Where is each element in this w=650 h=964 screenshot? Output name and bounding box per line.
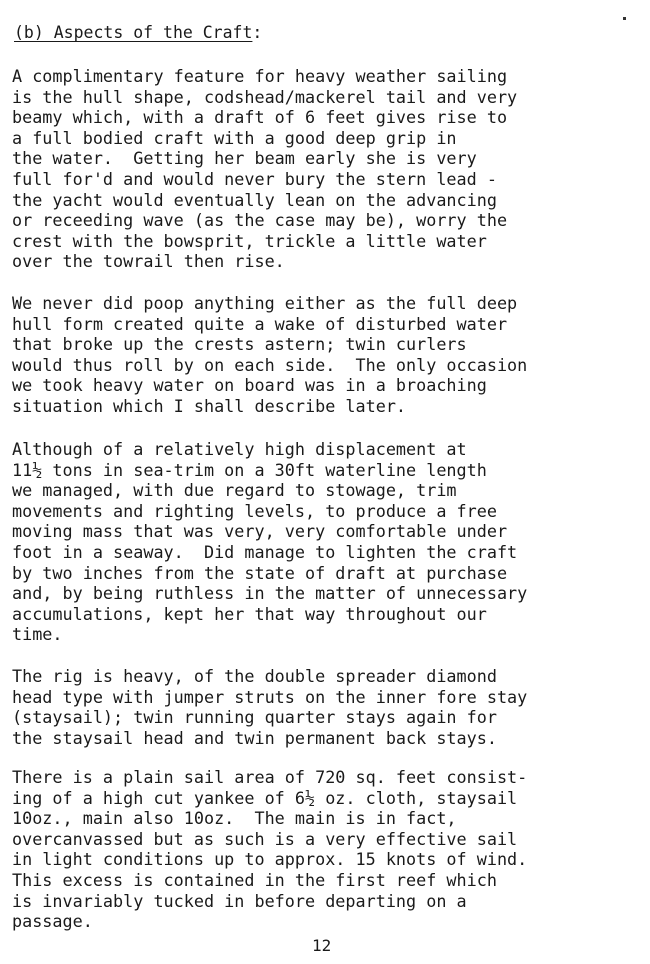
text-line: the yacht would eventually lean on the advancing xyxy=(12,189,497,210)
text-line: is invariably tucked in before departing on a xyxy=(12,890,467,911)
page-number: 12 xyxy=(312,936,332,955)
text-line: The rig is heavy, of the double spreader diamond xyxy=(12,666,497,686)
section-heading-colon: : xyxy=(252,23,263,42)
text-line: accumulations, kept her that way throughout our xyxy=(12,603,487,624)
paragraph-wake xyxy=(12,293,648,417)
text-line: full for'd and would never bury the stern lead - xyxy=(12,168,497,189)
paragraph-sail-area xyxy=(12,767,648,932)
text-line: that broke up the crests astern; twin curlers xyxy=(12,334,467,355)
text-line: head type with jumper struts on the inner fore stay xyxy=(12,686,528,707)
text-line: Although of a relatively high displacement at xyxy=(12,439,467,459)
text-line: crest with the bowsprit, trickle a little water xyxy=(12,230,487,251)
text-line: moving mass that was very, very comfortable under xyxy=(12,521,508,542)
text-line: A complimentary feature for heavy weather sailing xyxy=(12,66,508,86)
text-line: over the towrail then rise. xyxy=(12,251,285,272)
text-line: ing of a high cut yankee of 6½ oz. cloth, staysail xyxy=(12,787,518,808)
text-line: 11½ tons in sea-trim on a 30ft waterline length xyxy=(12,459,487,480)
text-line: by two inches from the state of draft at purchase xyxy=(12,562,508,583)
text-line: hull form created quite a wake of disturbed water xyxy=(12,313,508,334)
text-line: and, by being ruthless in the matter of unnecessary xyxy=(12,583,528,604)
section-heading-text: (b) Aspects of the Craft xyxy=(14,23,253,42)
text-line: We never did poop anything either as the full deep xyxy=(12,293,518,313)
scan-speck xyxy=(623,17,626,20)
paragraph-displacement xyxy=(12,439,648,645)
section-heading xyxy=(14,22,262,44)
text-line: we took heavy water on board was in a broaching xyxy=(12,375,487,396)
text-line: or receeding wave (as the case may be), worry the xyxy=(12,210,508,231)
text-line: (staysail); twin running quarter stays again for xyxy=(12,707,497,728)
paragraph-hull-shape xyxy=(12,66,648,272)
text-line: overcanvassed but as such is a very effective sail xyxy=(12,828,518,849)
text-line: time. xyxy=(12,624,63,645)
text-line: a full bodied craft with a good deep grip in xyxy=(12,127,457,148)
text-line: beamy which, with a draft of 6 feet gives rise to xyxy=(12,107,508,128)
text-line: 10oz., main also 10oz. The main is in fact, xyxy=(12,808,457,829)
text-line: the water. Getting her beam early she is very xyxy=(12,148,477,169)
text-line: the staysail head and twin permanent back stays. xyxy=(12,727,497,748)
paragraph-rig xyxy=(12,666,648,748)
text-line: There is a plain sail area of 720 sq. feet consist- xyxy=(12,767,528,787)
text-line: foot in a seaway. Did manage to lighten the craft xyxy=(12,541,518,562)
text-line: This excess is contained in the first reef which xyxy=(12,869,497,890)
text-line: we managed, with due regard to stowage, trim xyxy=(12,480,457,501)
text-line: passage. xyxy=(12,911,93,932)
text-line: in light conditions up to approx. 15 knots of wind. xyxy=(12,849,528,870)
text-line: would thus roll by on each side. The only occasion xyxy=(12,354,528,375)
text-line: is the hull shape, codshead/mackerel tail and very xyxy=(12,86,518,107)
text-line: movements and righting levels, to produce a free xyxy=(12,500,497,521)
text-line: situation which I shall describe later. xyxy=(12,395,407,416)
